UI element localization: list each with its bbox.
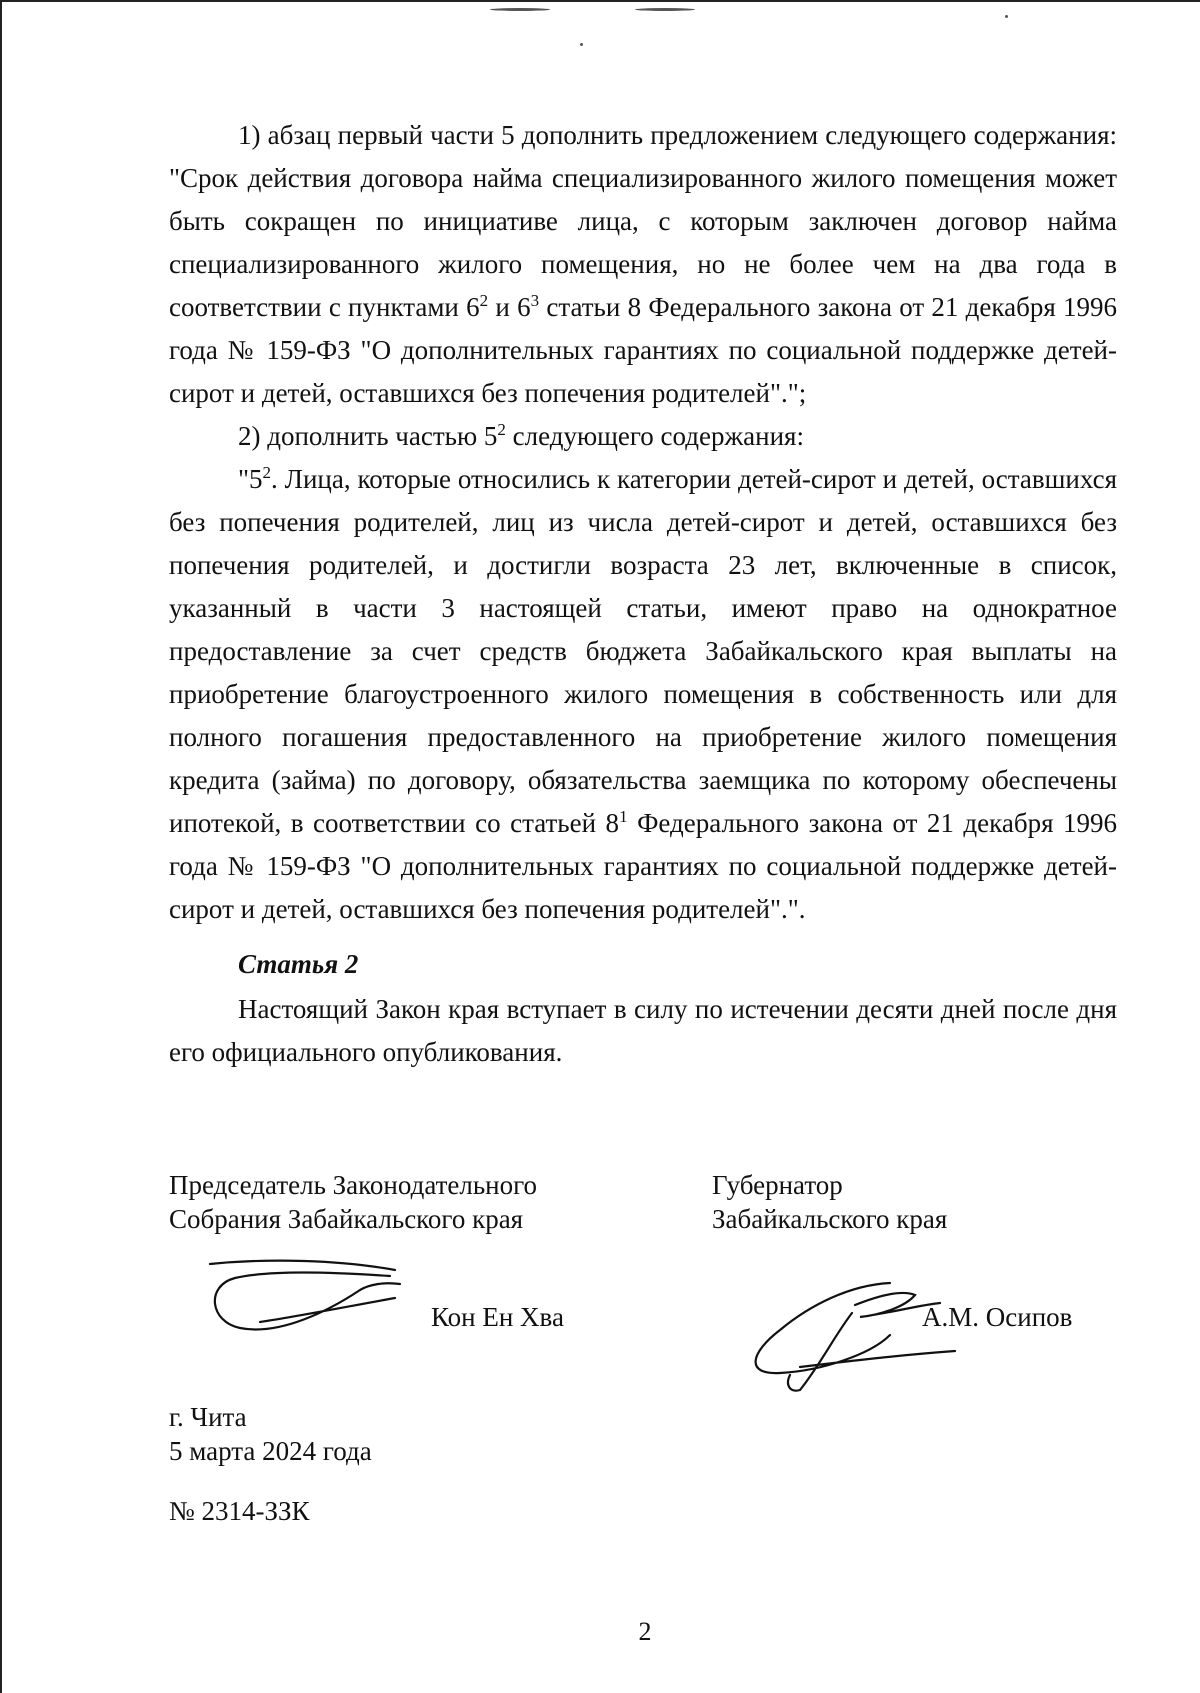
left-signature-image [200, 1250, 410, 1340]
place-and-date [169, 1400, 372, 1468]
scan-speck [490, 8, 550, 11]
right-title-line2: Забайкальского края [712, 1204, 948, 1234]
scan-border-left [0, 0, 2, 1693]
scan-speck [580, 43, 583, 46]
left-signatory-title [169, 1168, 537, 1236]
left-title-line1: Председатель Законодательного [169, 1170, 538, 1200]
article-2-text: Настоящий Закон края вступает в силу по истечении десяти дней после дня его официального опубликования. [169, 994, 1117, 1067]
left-title-line2: Собрания Забайкальского края [169, 1204, 524, 1234]
paragraph-2: 2) дополнить частью $5^2$ следующего содержания: [238, 420, 804, 451]
paragraph-1: 1) абзац первый части 5 дополнить предложением следующего содержания: "Срок действия договора найма специализированного жилого помещения может быть сокращен по инициативе лица, с которым заключен договор найма специализированного жилого помещения, но не более чем на два года в соответствии с пунктами $6^2$ и $6^3$ статьи 8 Федерального закона от 21 декабря 1996 года № 159-ФЗ "О дополнительных гарантиях по социальной поддержке детей-сирот и детей, оставшихся без попечения родителей"."; [169, 120, 1117, 408]
paragraph-3: "$5^2$. Лица, которые относились к категории детей-сирот и детей, оставшихся без попечения родителей, лиц из числа детей-сирот и детей, оставшихся без попечения родителей, и достигли возраста 23 лет, включенные в список, указанный в части 3 настоящей статьи, имеют право на однократное предоставление за счет средств бюджета Забайкальского края выплаты на приобретение благоустроенного жилого помещения в собственность или для полного погашения предоставленного на приобретение жилого помещения кредита (займа) по договору, обязательства заемщика по которому обеспечены ипотекой, в соответствии со статьей $8^1$ Федерального закона от 21 декабря 1996 года № 159-ФЗ "О дополнительных гарантиях по социальной поддержке детей-сирот и детей, оставшихся без попечения родителей".". [169, 463, 1117, 924]
document-number: № 2314-ЗЗК [169, 1496, 310, 1526]
right-signature-image [740, 1275, 970, 1395]
article-2-heading: Статья 2 [238, 949, 359, 979]
place: г. Чита [169, 1402, 247, 1432]
scan-speck [635, 8, 695, 11]
date: 5 марта 2024 года [169, 1436, 372, 1466]
law-body [169, 114, 1117, 1074]
left-signatory-name: Кон Ен Хва [431, 1302, 564, 1332]
right-signatory-name: А.М. Осипов [922, 1302, 1073, 1332]
right-signatory-title [712, 1168, 947, 1236]
page-number: 2 [638, 1617, 652, 1646]
scan-speck [1005, 15, 1008, 18]
scan-border-top [0, 0, 1200, 2]
right-title-line1: Губернатор [712, 1170, 843, 1200]
